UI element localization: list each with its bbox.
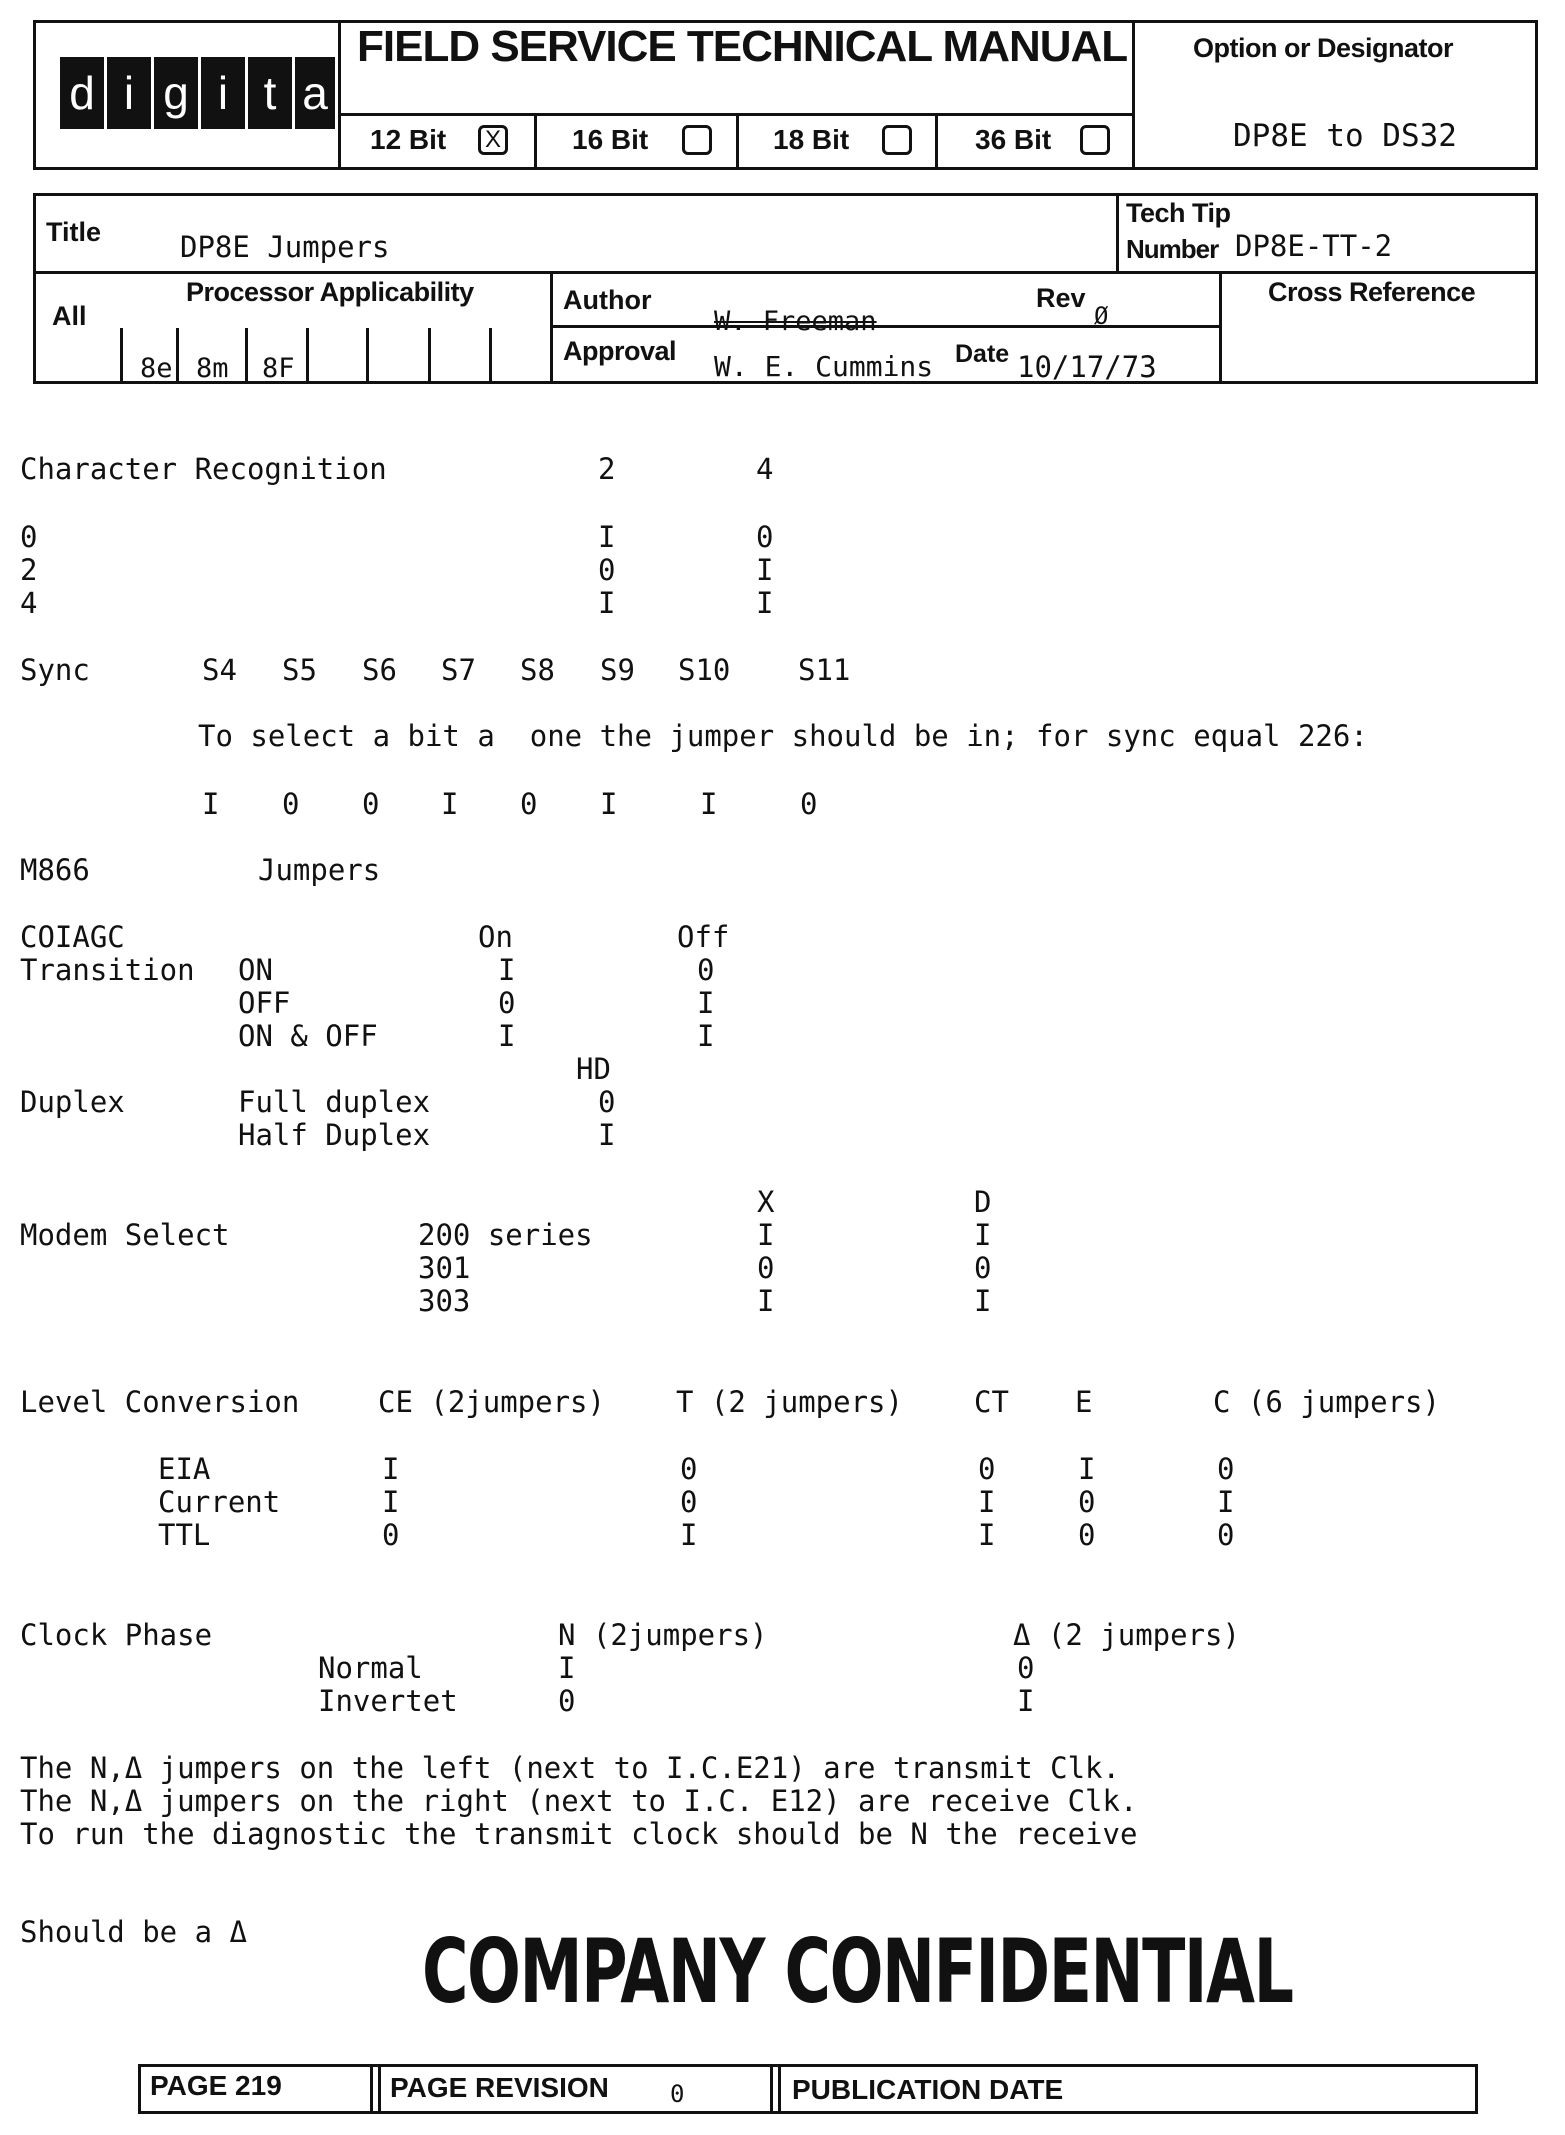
modem-cell: 0 bbox=[974, 1251, 992, 1285]
processor-item: 8e bbox=[140, 353, 173, 384]
sync-note: To select a bit a one the jumper should be in; for sync equal 226: bbox=[198, 719, 1368, 753]
sync-switch: S11 bbox=[798, 653, 851, 687]
level-cell: 0 bbox=[382, 1518, 400, 1552]
level-col: CT bbox=[974, 1385, 1009, 1419]
duplex-cell: I bbox=[598, 1118, 616, 1152]
sync-switch: S5 bbox=[282, 653, 317, 687]
sync-switch: S8 bbox=[520, 653, 555, 687]
info-divider bbox=[1116, 193, 1119, 273]
header-divider bbox=[736, 113, 739, 170]
transition-cell: 0 bbox=[498, 986, 516, 1020]
level-row-label: TTL bbox=[158, 1518, 211, 1552]
logo-letter: t bbox=[248, 57, 292, 129]
level-cell: I bbox=[978, 1518, 996, 1552]
char-recog-row-label: 4 bbox=[20, 586, 38, 620]
level-cell: 0 bbox=[680, 1485, 698, 1519]
header-divider bbox=[534, 113, 537, 170]
modem-row-label: 200 series bbox=[418, 1218, 593, 1252]
sync-switch: S9 bbox=[600, 653, 635, 687]
techtip-value: DP8E-TT-2 bbox=[1235, 229, 1393, 263]
char-recog-cell: 0 bbox=[598, 553, 616, 587]
clock-row-label: Invertet bbox=[318, 1684, 458, 1718]
level-cell: I bbox=[382, 1485, 400, 1519]
m866-label: M866 bbox=[20, 853, 90, 887]
sync-switch: S10 bbox=[678, 653, 731, 687]
level-col: C (6 jumpers) bbox=[1213, 1385, 1440, 1419]
transition-cell: 0 bbox=[697, 953, 715, 987]
sync-value: I bbox=[441, 787, 459, 821]
modem-col: X bbox=[757, 1185, 775, 1219]
bit-36-checkbox[interactable] bbox=[1080, 125, 1110, 155]
transition-row-label: ON bbox=[238, 953, 273, 987]
footer-divider bbox=[378, 2064, 381, 2114]
proc-tick bbox=[366, 328, 369, 384]
bit-18-checkbox[interactable] bbox=[882, 125, 912, 155]
page-revision-label: PAGE REVISION bbox=[390, 2072, 609, 2103]
duplex-cell: 0 bbox=[598, 1085, 616, 1119]
techtip-label: Number bbox=[1126, 234, 1219, 264]
level-cell: I bbox=[1217, 1485, 1235, 1519]
char-recog-cell: I bbox=[756, 586, 774, 620]
author-value: W. Freeman bbox=[714, 306, 877, 337]
sync-value: 0 bbox=[362, 787, 380, 821]
level-col: T (2 jumpers) bbox=[676, 1385, 903, 1419]
bit-16-label: 16 Bit bbox=[572, 124, 649, 155]
duplex-row-label: Full duplex bbox=[238, 1085, 431, 1119]
sync-value: 0 bbox=[520, 787, 538, 821]
header-divider bbox=[338, 20, 341, 170]
transition-cell: I bbox=[697, 1019, 715, 1053]
coiagc-label: COIAGC bbox=[20, 920, 125, 954]
techtip-label: Tech Tip bbox=[1126, 198, 1231, 228]
modem-cell: I bbox=[974, 1218, 992, 1252]
company-confidential-stamp: COMPANY CONFIDENTIAL bbox=[422, 1920, 1293, 2023]
transition-cell: I bbox=[697, 986, 715, 1020]
char-recog-label: Character Recognition bbox=[20, 452, 387, 486]
transition-row-label: OFF bbox=[238, 986, 291, 1020]
duplex-label: Duplex bbox=[20, 1085, 125, 1119]
transition-label: Transition bbox=[20, 953, 195, 987]
char-recog-col: 2 bbox=[598, 452, 616, 486]
bit-12-checkbox[interactable]: X bbox=[478, 125, 508, 155]
note-line: The N,Δ jumpers on the left (next to I.C.E21) are transmit Clk. bbox=[20, 1751, 1120, 1785]
date-label: Date bbox=[955, 340, 1010, 368]
processor-label: Processor Applicability bbox=[186, 277, 474, 307]
page-revision-value: 0 bbox=[670, 2080, 685, 2108]
processor-item: 8m bbox=[196, 353, 229, 384]
footer-divider bbox=[770, 2064, 773, 2114]
duplex-row-label: Half Duplex bbox=[238, 1118, 431, 1152]
modem-row-label: 303 bbox=[418, 1284, 471, 1318]
modem-label: Modem Select bbox=[20, 1218, 230, 1252]
info-divider bbox=[550, 325, 1220, 328]
note-line: To run the diagnostic the transmit clock should be N the receive bbox=[20, 1817, 1138, 1851]
char-recog-col: 4 bbox=[756, 452, 774, 486]
manual-title: FIELD SERVICE TECHNICAL MANUAL bbox=[357, 22, 1128, 71]
duplex-col: HD bbox=[576, 1052, 611, 1086]
sync-label: Sync bbox=[20, 653, 90, 687]
level-cell: I bbox=[978, 1485, 996, 1519]
date-value: 10/17/73 bbox=[1017, 350, 1157, 384]
footer-divider bbox=[778, 2064, 781, 2114]
clock-col: N (2jumpers) bbox=[558, 1618, 768, 1652]
crossref-label: Cross Reference bbox=[1268, 277, 1476, 307]
note-line: Should be a Δ bbox=[20, 1915, 247, 1949]
clock-col: Δ (2 jumpers) bbox=[1013, 1618, 1240, 1652]
note-line: The N,Δ jumpers on the right (next to I.C. E12) are receive Clk. bbox=[20, 1784, 1138, 1818]
clock-cell: I bbox=[558, 1651, 576, 1685]
sync-value: I bbox=[700, 787, 718, 821]
header-divider bbox=[935, 113, 938, 170]
modem-col: D bbox=[974, 1185, 992, 1219]
clock-row-label: Normal bbox=[318, 1651, 423, 1685]
rev-label: Rev bbox=[1036, 283, 1086, 313]
author-label: Author bbox=[563, 285, 652, 315]
level-col: CE (2jumpers) bbox=[378, 1385, 605, 1419]
option-value: DP8E to DS32 bbox=[1233, 118, 1457, 154]
sync-value: 0 bbox=[282, 787, 300, 821]
logo-letter: a bbox=[295, 57, 335, 129]
coiagc-col: Off bbox=[677, 920, 730, 954]
proc-tick bbox=[120, 328, 123, 384]
m866-sub: Jumpers bbox=[258, 853, 381, 887]
sync-switch: S7 bbox=[441, 653, 476, 687]
modem-cell: 0 bbox=[757, 1251, 775, 1285]
level-cell: I bbox=[1078, 1452, 1096, 1486]
logo-letter: g bbox=[154, 57, 198, 129]
char-recog-cell: I bbox=[598, 520, 616, 554]
level-label: Level Conversion bbox=[20, 1385, 300, 1419]
proc-tick bbox=[306, 328, 309, 384]
proc-tick bbox=[176, 328, 179, 384]
level-col: E bbox=[1075, 1385, 1093, 1419]
sync-switch: S4 bbox=[202, 653, 237, 687]
publication-date-label: PUBLICATION DATE bbox=[792, 2074, 1064, 2105]
bit-36-label: 36 Bit bbox=[975, 124, 1052, 155]
modem-cell: I bbox=[757, 1284, 775, 1318]
transition-cell: I bbox=[498, 1019, 516, 1053]
level-cell: 0 bbox=[978, 1452, 996, 1486]
transition-row-label: ON & OFF bbox=[238, 1019, 378, 1053]
modem-cell: I bbox=[974, 1284, 992, 1318]
transition-cell: I bbox=[498, 953, 516, 987]
modem-cell: I bbox=[757, 1218, 775, 1252]
clock-cell: 0 bbox=[1017, 1651, 1035, 1685]
char-recog-row-label: 2 bbox=[20, 553, 38, 587]
bit-16-checkbox[interactable] bbox=[682, 125, 712, 155]
char-recog-cell: I bbox=[598, 586, 616, 620]
approval-label: Approval bbox=[563, 336, 677, 366]
info-divider bbox=[33, 271, 1538, 274]
processor-item: 8F bbox=[262, 353, 295, 384]
all-label: All bbox=[52, 301, 87, 331]
clock-cell: I bbox=[1017, 1684, 1035, 1718]
option-label: Option or Designator bbox=[1193, 33, 1453, 63]
title-value: DP8E Jumpers bbox=[180, 230, 390, 264]
modem-row-label: 301 bbox=[418, 1251, 471, 1285]
sync-switch: S6 bbox=[362, 653, 397, 687]
level-cell: 0 bbox=[680, 1452, 698, 1486]
logo-letter: i bbox=[201, 57, 245, 129]
bit-18-label: 18 Bit bbox=[773, 124, 850, 155]
rev-value: Ø bbox=[1094, 302, 1109, 330]
proc-tick bbox=[428, 328, 431, 384]
level-cell: I bbox=[382, 1452, 400, 1486]
level-cell: I bbox=[680, 1518, 698, 1552]
title-label: Title bbox=[46, 217, 102, 247]
level-cell: 0 bbox=[1217, 1518, 1235, 1552]
char-recog-row-label: 0 bbox=[20, 520, 38, 554]
clock-label: Clock Phase bbox=[20, 1618, 213, 1652]
level-row-label: EIA bbox=[158, 1452, 211, 1486]
logo-letter: i bbox=[107, 57, 151, 129]
level-cell: 0 bbox=[1078, 1518, 1096, 1552]
proc-tick bbox=[245, 328, 248, 384]
proc-tick bbox=[489, 328, 492, 384]
footer-divider bbox=[370, 2064, 373, 2114]
bit-12-label: 12 Bit bbox=[370, 124, 447, 155]
approval-value: W. E. Cummins bbox=[714, 350, 934, 383]
level-row-label: Current bbox=[158, 1485, 281, 1519]
level-cell: 0 bbox=[1217, 1452, 1235, 1486]
char-recog-cell: I bbox=[756, 553, 774, 587]
logo-letter: d bbox=[60, 57, 104, 129]
sync-value: I bbox=[600, 787, 618, 821]
sync-value: I bbox=[202, 787, 220, 821]
coiagc-col: On bbox=[478, 920, 513, 954]
sync-value: 0 bbox=[800, 787, 818, 821]
header-divider bbox=[1132, 20, 1135, 170]
char-recog-cell: 0 bbox=[756, 520, 774, 554]
clock-cell: 0 bbox=[558, 1684, 576, 1718]
page-number: PAGE 219 bbox=[150, 2070, 282, 2101]
level-cell: 0 bbox=[1078, 1485, 1096, 1519]
